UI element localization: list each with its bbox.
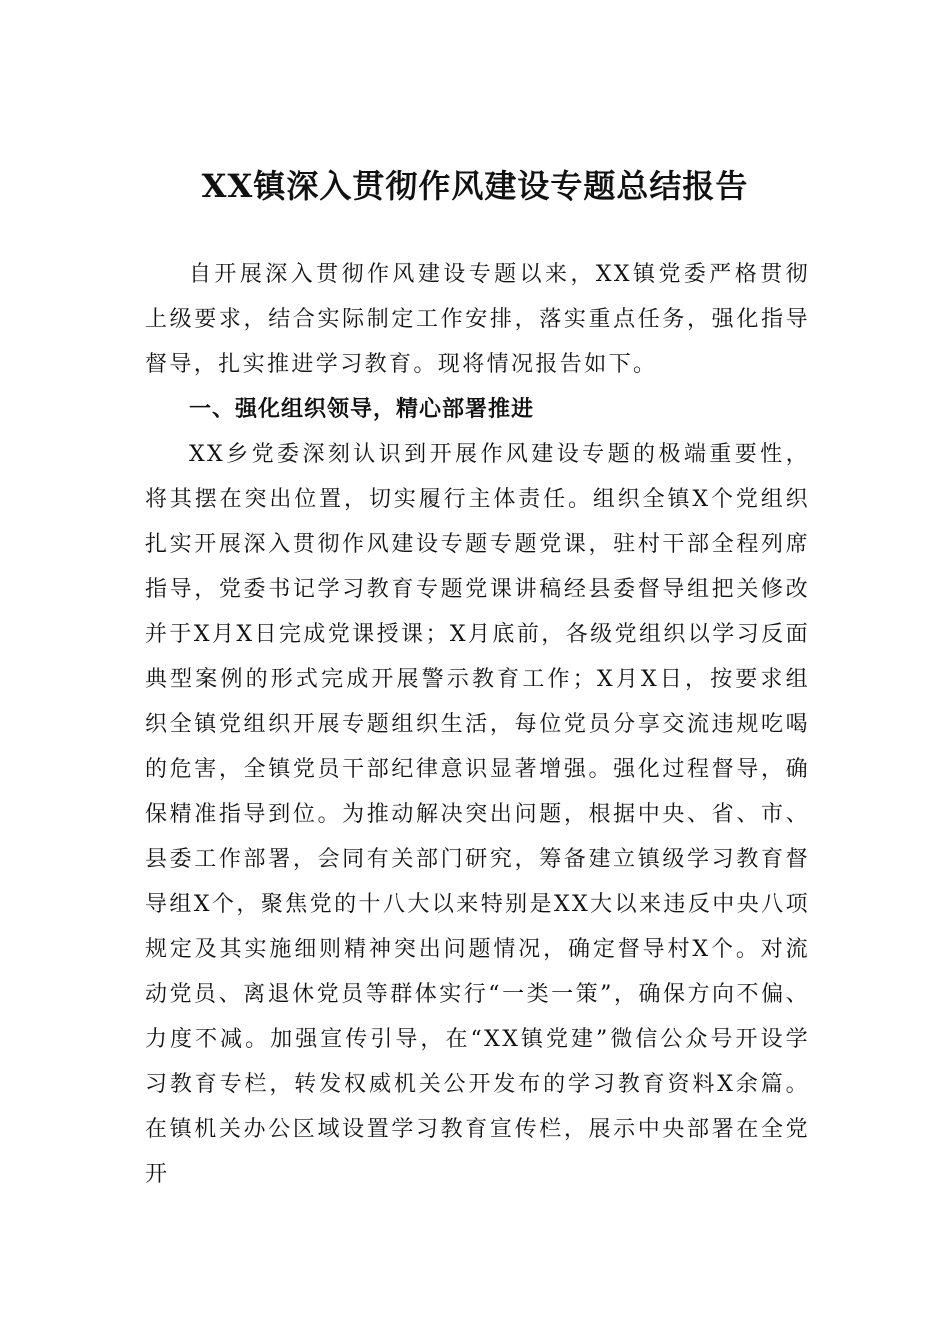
- document-title: XX镇深入贯彻作风建设专题总结报告: [201, 167, 749, 205]
- section-heading: 一、强化组织领导，精心部署推进: [189, 397, 535, 422]
- section-paragraph: XX乡党委深刻认识到开展作风建设专题的极端重要性，将其摆在突出位置，切实履行主体责任。组织全镇X个党组织扎实开展深入贯彻作风建设专题专题党课，驻村干部全程列席指导，党委书记学习教育专题党课讲稿经县委督导组把关修改并于X月X日完成党课授课；X月底前，各级党组织以学习反面典型案例的形式完成开展警示教育工作；X月X日，按要求组织全镇党组织开展专题组织生活，每位党员分享交流违规吃喝的危害，全镇党员干部纪律意识显著增强。强化过程督导，确保精准指导到位。为推动解决突出问题，根据中央、省、市、县委工作部署，会同有关部门研究，筹备建立镇级学习教育督导组X个，聚焦党的十八大以来特别是XX大以来违反中央八项规定及其实施细则精神突出问题情况，确定督导村X个。对流动党员、离退休党员等群体实行“一类一策”，确保方向不偏、力度不减。加强宣传引导，在“XX镇党建”微信公众号开设学习教育专栏，转发权威机关公开发布的学习教育资料X余篇。在镇机关办公区域设置学习教育宣传栏，展示中央部署在全党开: [145, 442, 810, 1187]
- intro-paragraph: 自开展深入贯彻作风建设专题以来，XX镇党委严格贯彻上级要求，结合实际制定工作安排，落实重点任务，强化指导督导，扎实推进学习教育。现将情况报告如下。: [145, 262, 810, 377]
- document-body: [145, 252, 810, 1197]
